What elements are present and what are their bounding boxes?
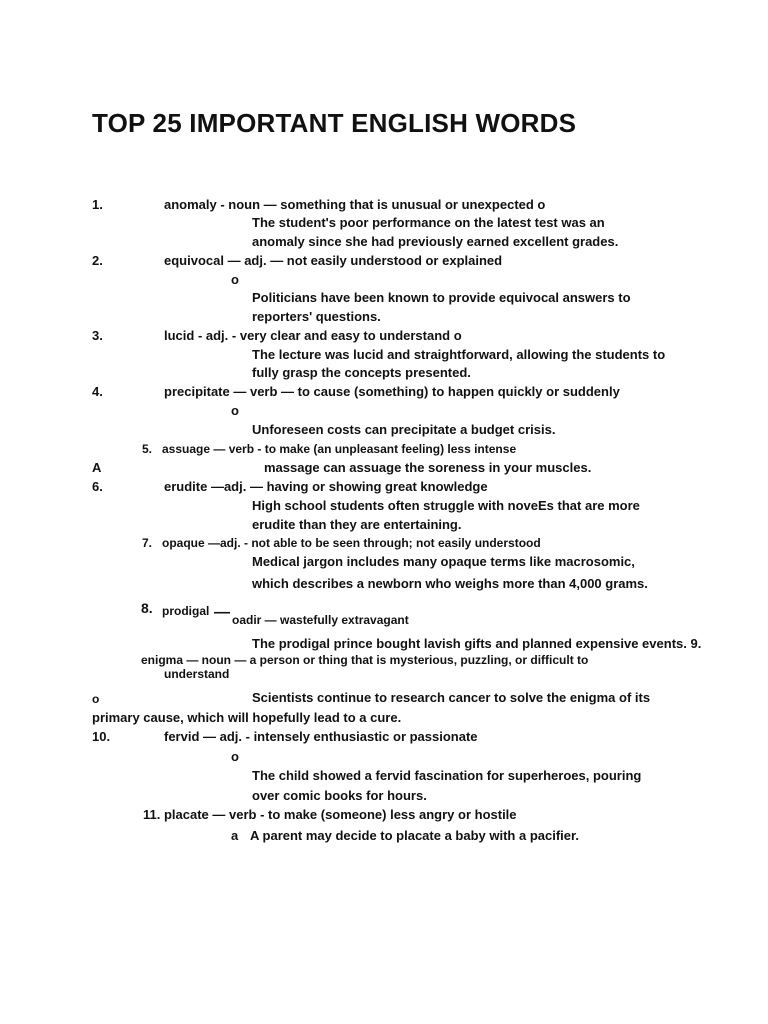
bullet-marker: o <box>231 272 239 287</box>
definition-line: oadir — wastefully extravagant <box>232 613 409 627</box>
example-line: The student's poor performance on the latest test was an <box>252 215 605 230</box>
definition-line: erudite —adj. — having or showing great knowledge <box>164 479 488 494</box>
item-number: 3. <box>92 328 103 343</box>
example-line: reporters' questions. <box>252 309 381 324</box>
example-line: The prodigal prince bought lavish gifts and planned expensive events. 9. <box>252 636 702 651</box>
example-line: Scientists continue to research cancer to solve the enigma of its <box>252 690 651 705</box>
definition-line: fervid — adj. - intensely enthusiastic or passionate <box>164 729 478 744</box>
bullet-marker: o <box>231 749 239 764</box>
bullet-marker: o <box>231 403 239 418</box>
item-number: 8. <box>141 600 153 616</box>
definition-line: precipitate — verb — to cause (something) to happen quickly or suddenly <box>164 384 620 399</box>
item-number: 7. <box>142 536 153 550</box>
definition-line: 11. placate — verb - to make (someone) less angry or hostile <box>143 807 517 822</box>
bullet-marker: a <box>231 828 239 843</box>
page-title: TOP 25 IMPORTANT ENGLISH WORDS <box>92 108 577 138</box>
definition-line: understand <box>164 667 230 681</box>
item-number: 4. <box>92 384 103 399</box>
item-number: 1. <box>92 197 103 212</box>
example-line: anomaly since she had previously earned excellent grades. <box>252 234 619 249</box>
example-line: High school students often struggle with noveEs that are more <box>252 498 640 513</box>
example-line: Politicians have been known to provide equivocal answers to <box>252 290 631 305</box>
definition-line: anomaly - noun — something that is unusual or unexpected o <box>164 197 546 212</box>
bullet-marker: A <box>92 460 102 475</box>
example-line: Medical jargon includes many opaque terms like macrosomic, <box>252 554 635 569</box>
item-number: 6. <box>92 479 103 494</box>
item-number: 2. <box>92 253 103 268</box>
item-number: 5. <box>142 442 153 456</box>
example-line: which describes a newborn who weighs more than 4,000 grams. <box>252 576 648 591</box>
example-line: The lecture was lucid and straightforward, allowing the students to <box>252 347 666 362</box>
example-line: massage can assuage the soreness in your muscles. <box>264 460 592 475</box>
example-line: The child showed a fervid fascination for superheroes, pouring <box>252 768 642 783</box>
example-line: primary cause, which will hopefully lead to a cure. <box>92 710 402 725</box>
definition-line: equivocal — adj. — not easily understood or explained <box>164 253 503 268</box>
dash-mark: — <box>214 604 229 621</box>
definition-line: assuage — verb - to make (an unpleasant feeling) less intense <box>162 442 517 456</box>
example-line: over comic books for hours. <box>252 788 427 803</box>
bullet-marker: o <box>92 692 100 706</box>
item-number: 10. <box>92 729 111 744</box>
definition-line: enigma — noun — a person or thing that is mysterious, puzzling, or difficult to <box>141 653 589 667</box>
example-line: A parent may decide to placate a baby with a pacifier. <box>250 828 579 843</box>
example-line: erudite than they are entertaining. <box>252 517 462 532</box>
example-line: Unforeseen costs can precipitate a budget crisis. <box>252 422 556 437</box>
headword: prodigal <box>162 604 210 618</box>
definition-line: opaque —adj. - not able to be seen through; not easily understood <box>162 536 541 550</box>
definition-line: lucid - adj. - very clear and easy to understand o <box>164 328 462 343</box>
example-line: fully grasp the concepts presented. <box>252 365 471 380</box>
